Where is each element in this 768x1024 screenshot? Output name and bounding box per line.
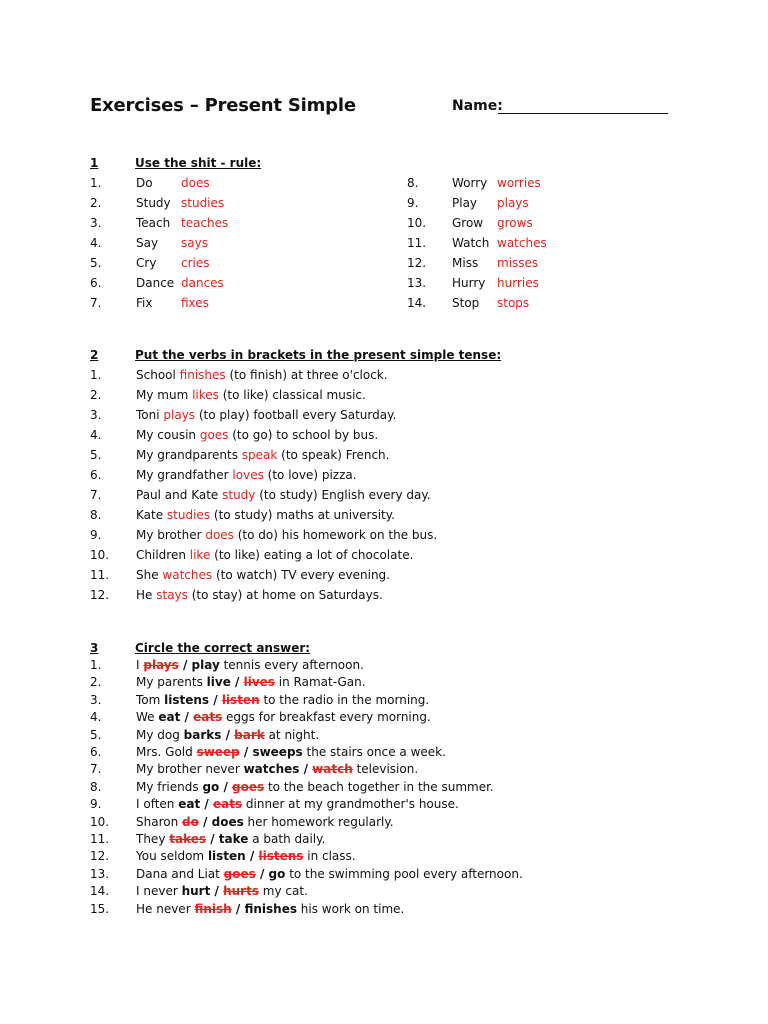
sentence-end: (to play) football every Saturday. (195, 408, 397, 422)
base-verb: Fix (136, 296, 153, 310)
item-number: 2. (90, 196, 102, 210)
sentence-start: My brother never (136, 762, 244, 777)
item-number: 7. (90, 762, 102, 777)
word-item (407, 296, 530, 310)
base-verb: Play (452, 196, 478, 210)
base-verb: Worry (452, 176, 488, 190)
item-number: 11. (407, 236, 427, 250)
base-verb: Teach (136, 216, 171, 230)
word-item (90, 176, 210, 190)
wrong-option: bark (234, 727, 265, 742)
sentence-start: My dog (136, 727, 184, 742)
sentence-start: Toni (136, 408, 164, 422)
option-separator: / (245, 849, 259, 864)
wrong-option: watch (312, 762, 353, 777)
correct-option: watches (243, 762, 300, 777)
item-number: 11. (90, 832, 110, 846)
sentence-start: My grandparents (136, 448, 242, 462)
sentence-end: to the beach together in the summer. (264, 779, 494, 794)
correct-option: take (218, 832, 249, 846)
item-number: 6. (90, 468, 102, 482)
word-item (90, 256, 210, 270)
item-number: 8. (90, 779, 102, 794)
correct-option: sweeps (252, 745, 303, 759)
item-number: 3. (90, 408, 102, 422)
section-3-number: 3 (90, 641, 99, 655)
sentence (136, 745, 446, 759)
base-verb: Study (136, 196, 171, 210)
item-number: 2. (90, 675, 102, 690)
wrong-option: goes (232, 779, 265, 794)
sentence-start: I never (136, 884, 182, 899)
answer-verb: does (181, 176, 210, 190)
sentence (136, 388, 366, 402)
wrong-option: goes (223, 866, 256, 881)
item-number: 12. (90, 849, 110, 864)
answer-verb: study (222, 488, 256, 502)
sentence-start: Paul and Kate (136, 488, 223, 502)
wrong-option: hurts (223, 884, 259, 899)
correct-option: hurt (181, 884, 211, 899)
sentence-end: to the swimming pool every afternoon. (285, 866, 523, 881)
answer-verb: does (205, 528, 234, 542)
choice-item (90, 675, 366, 690)
answer-verb: grows (497, 216, 533, 230)
sentence-start: He (136, 588, 157, 602)
sentence-start: My mum (136, 388, 193, 402)
item-number: 9. (407, 196, 419, 210)
sentence-item (90, 388, 366, 402)
correct-option: finishes (244, 901, 297, 916)
item-number: 15. (90, 901, 110, 916)
wrong-option: do (182, 814, 199, 829)
base-verb: Dance (136, 276, 175, 290)
sentence-item (90, 468, 357, 482)
item-number: 3. (90, 692, 102, 707)
wrong-option: takes (169, 832, 207, 846)
item-number: 11. (90, 568, 110, 582)
wrong-option: finish (194, 901, 232, 916)
answer-verb: speak (241, 448, 278, 462)
base-verb: Grow (452, 216, 484, 230)
answer-verb: watches (162, 568, 213, 582)
sentence (136, 528, 437, 542)
option-separator: / (239, 745, 253, 759)
sentence-item (90, 488, 431, 502)
sentence (136, 849, 356, 863)
sentence-end: (to study) English every day. (255, 488, 431, 502)
choice-item (90, 779, 494, 794)
item-number: 9. (90, 528, 102, 542)
sentence-start: They (136, 832, 170, 846)
sentence (136, 884, 308, 898)
sentence-start: I (136, 658, 144, 672)
item-number: 5. (90, 256, 102, 270)
item-number: 5. (90, 727, 102, 742)
correct-option: listens (164, 692, 210, 707)
sentence (136, 710, 431, 724)
option-separator: / (206, 832, 219, 846)
sentence-start: My friends (136, 779, 203, 794)
choice-item (90, 745, 446, 759)
sentence-start: Dana and Liat (136, 866, 224, 881)
page-title: Exercises – Present Simple (90, 95, 356, 116)
item-number: 9. (90, 797, 102, 812)
sentence-end: tennis every afternoon. (219, 658, 364, 672)
section-1-number: 1 (90, 156, 99, 170)
sentence-end: the stairs once a week. (302, 745, 446, 759)
word-item (407, 276, 539, 290)
base-verb: Say (136, 236, 159, 250)
choice-item (90, 901, 405, 916)
section-3-title: Circle the correct answer: (135, 641, 311, 655)
item-number: 2. (90, 388, 102, 402)
choice-item (90, 814, 394, 829)
item-number: 10. (407, 216, 427, 230)
sentence-start: Children (136, 548, 190, 562)
sentence-start: School (136, 368, 180, 382)
answer-verb: fixes (181, 296, 209, 310)
sentence (136, 488, 431, 502)
sentence-end: (to finish) at three o'clock. (225, 368, 388, 382)
item-number: 10. (90, 548, 110, 562)
choice-item (90, 762, 419, 777)
sentence (136, 408, 396, 422)
section-2-number: 2 (90, 348, 99, 362)
sentence-end: (to like) classical music. (218, 388, 366, 402)
answer-verb: likes (192, 388, 219, 402)
choice-item (90, 797, 459, 812)
sentence (136, 448, 389, 462)
word-item (90, 216, 229, 230)
word-item (407, 256, 539, 270)
word-item (407, 196, 529, 210)
sentence-item (90, 508, 395, 522)
sentence-end: dinner at my grandmother's house. (242, 797, 459, 812)
answer-verb: hurries (497, 276, 539, 290)
word-item (90, 196, 225, 210)
option-separator: / (221, 727, 235, 742)
choice-item (90, 884, 308, 899)
section-2-heading (90, 348, 501, 362)
answer-verb: worries (497, 176, 541, 190)
sentence-end: in Ramat-Gan. (274, 675, 366, 690)
sentence-item (90, 428, 379, 442)
option-separator: / (180, 710, 194, 725)
wrong-option: listens (258, 849, 304, 864)
item-number: 12. (90, 588, 110, 602)
name-blank-line (498, 113, 668, 114)
item-number: 14. (407, 296, 427, 310)
sentence (136, 728, 319, 742)
base-verb: Stop (452, 296, 480, 310)
word-item (90, 276, 224, 290)
sentence-end: (to watch) TV every evening. (212, 568, 390, 582)
sentence-item (90, 528, 438, 542)
base-verb: Miss (452, 256, 479, 270)
choice-item (90, 658, 364, 672)
correct-option: eat (178, 797, 201, 812)
sentence-end: (to study) maths at university. (210, 508, 395, 522)
option-separator: / (178, 658, 192, 672)
item-number: 1. (90, 658, 102, 672)
sentence-end: my cat. (258, 884, 308, 899)
sentence-start: My cousin (136, 428, 200, 442)
option-separator: / (255, 866, 269, 881)
section-2-title: Put the verbs in brackets in the present simple tense: (135, 348, 502, 362)
option-separator: / (230, 675, 244, 690)
item-number: 6. (90, 745, 102, 759)
sentence-end: his work on time. (296, 901, 405, 916)
sentence (136, 780, 494, 794)
choice-item (90, 849, 356, 864)
sentence-start: Sharon (136, 814, 183, 829)
item-number: 4. (90, 428, 102, 442)
sentence-start: Kate (136, 508, 167, 522)
sentence (136, 762, 418, 776)
answer-verb: studies (166, 508, 211, 522)
item-number: 1. (90, 368, 102, 382)
choice-item (90, 832, 326, 846)
wrong-option: eats (193, 710, 223, 725)
base-verb: Do (136, 176, 153, 190)
option-separator: / (299, 762, 313, 777)
sentence-end: (to like) eating a lot of chocolate. (210, 548, 414, 562)
section-1-title: Use the shit - rule: (135, 156, 262, 170)
sentence-end: television. (352, 762, 419, 777)
sentence-start: I often (136, 797, 179, 812)
sentence (136, 368, 388, 382)
sentence-end: her homework regularly. (243, 814, 394, 829)
word-item (407, 176, 541, 190)
sentence (136, 797, 459, 811)
option-separator: / (200, 797, 213, 812)
item-number: 7. (90, 296, 102, 310)
sentence (136, 675, 366, 689)
item-number: 4. (90, 710, 102, 725)
item-number: 5. (90, 448, 102, 462)
sentence (136, 815, 394, 829)
sentence-start: We (136, 710, 159, 725)
item-number: 8. (407, 176, 419, 190)
sentence-item (90, 448, 390, 462)
item-number: 7. (90, 488, 102, 502)
answer-verb: misses (497, 256, 539, 270)
answer-verb: finishes (179, 368, 226, 382)
item-number: 12. (407, 256, 427, 270)
sentence-end: a bath daily. (248, 832, 326, 846)
sentence (136, 568, 390, 582)
option-separator: / (210, 884, 224, 899)
word-item (90, 236, 208, 250)
sentence (136, 832, 325, 846)
answer-verb: watches (497, 236, 547, 250)
sentence-start: My brother (136, 528, 206, 542)
sentence-end: (to love) pizza. (263, 468, 357, 482)
correct-option: go (268, 866, 286, 881)
answer-verb: teaches (181, 216, 229, 230)
item-number: 13. (407, 276, 427, 290)
answer-verb: cries (181, 256, 210, 270)
correct-option: eat (158, 710, 181, 725)
base-verb: Watch (452, 236, 490, 250)
item-number: 8. (90, 508, 102, 522)
sentence-end: (to stay) at home on Saturdays. (187, 588, 383, 602)
item-number: 4. (90, 236, 102, 250)
option-separator: / (231, 901, 245, 916)
answer-verb: stops (497, 296, 530, 310)
sentence-item (90, 588, 383, 602)
sentence-start: You seldom (136, 849, 208, 864)
answer-verb: dances (181, 276, 224, 290)
sentence-item (90, 548, 414, 562)
sentence-start: My grandfather (136, 468, 233, 482)
correct-option: play (191, 658, 220, 672)
correct-option: go (202, 779, 220, 794)
sentence-start: Mrs. Gold (136, 745, 197, 759)
sentence-end: to the radio in the morning. (259, 692, 430, 707)
item-number: 6. (90, 276, 102, 290)
answer-verb: plays (163, 408, 196, 422)
name-label: Name: (452, 98, 503, 114)
item-number: 3. (90, 216, 102, 230)
sentence-item (90, 568, 390, 582)
item-number: 13. (90, 866, 110, 881)
sentence (136, 588, 383, 602)
wrong-option: sweep (196, 745, 240, 759)
sentence (136, 428, 378, 442)
sentence-end: (to speak) French. (277, 448, 390, 462)
word-item (407, 236, 547, 250)
sentence (136, 468, 357, 482)
sentence-end: (to go) to school by bus. (228, 428, 379, 442)
answer-verb: stays (156, 588, 188, 602)
correct-option: listen (207, 849, 246, 864)
correct-option: barks (183, 727, 222, 742)
sentence-start: She (136, 568, 163, 582)
section-3-heading (90, 641, 310, 655)
choice-item (90, 710, 431, 725)
item-number: 14. (90, 884, 110, 899)
sentence-end: eggs for breakfast every morning. (222, 710, 431, 725)
sentence-start: He never (136, 901, 195, 916)
base-verb: Cry (136, 256, 157, 270)
sentence-item (90, 368, 388, 382)
answer-verb: plays (497, 196, 529, 210)
sentence (136, 867, 523, 881)
answer-verb: says (181, 236, 208, 250)
answer-verb: like (189, 548, 211, 562)
sentence (136, 658, 364, 672)
answer-verb: studies (181, 196, 225, 210)
sentence-item (90, 408, 397, 422)
sentence (136, 508, 395, 522)
section-1-heading (90, 156, 261, 170)
choice-item (90, 727, 320, 742)
word-item (90, 296, 209, 310)
wrong-option: eats (212, 797, 243, 812)
sentence-end: in class. (303, 849, 356, 864)
sentence-start: My parents (136, 675, 207, 690)
sentence-start: Tom (136, 692, 165, 707)
choice-item (90, 866, 523, 881)
option-separator: / (198, 814, 212, 829)
option-separator: / (219, 779, 233, 794)
answer-verb: goes (199, 428, 229, 442)
sentence (136, 693, 429, 707)
correct-option: does (211, 814, 244, 829)
sentence (136, 902, 404, 916)
base-verb: Hurry (452, 276, 486, 290)
answer-verb: loves (232, 468, 264, 482)
sentence-end: at night. (264, 727, 320, 742)
item-number: 1. (90, 176, 102, 190)
wrong-option: plays (143, 658, 179, 672)
option-separator: / (209, 692, 222, 707)
sentence-end: (to do) his homework on the bus. (233, 528, 438, 542)
sentence (136, 548, 413, 562)
wrong-option: listen (221, 692, 260, 707)
item-number: 10. (90, 814, 110, 829)
word-item (407, 216, 533, 230)
wrong-option: lives (243, 675, 275, 690)
correct-option: live (206, 675, 231, 690)
choice-item (90, 692, 430, 707)
